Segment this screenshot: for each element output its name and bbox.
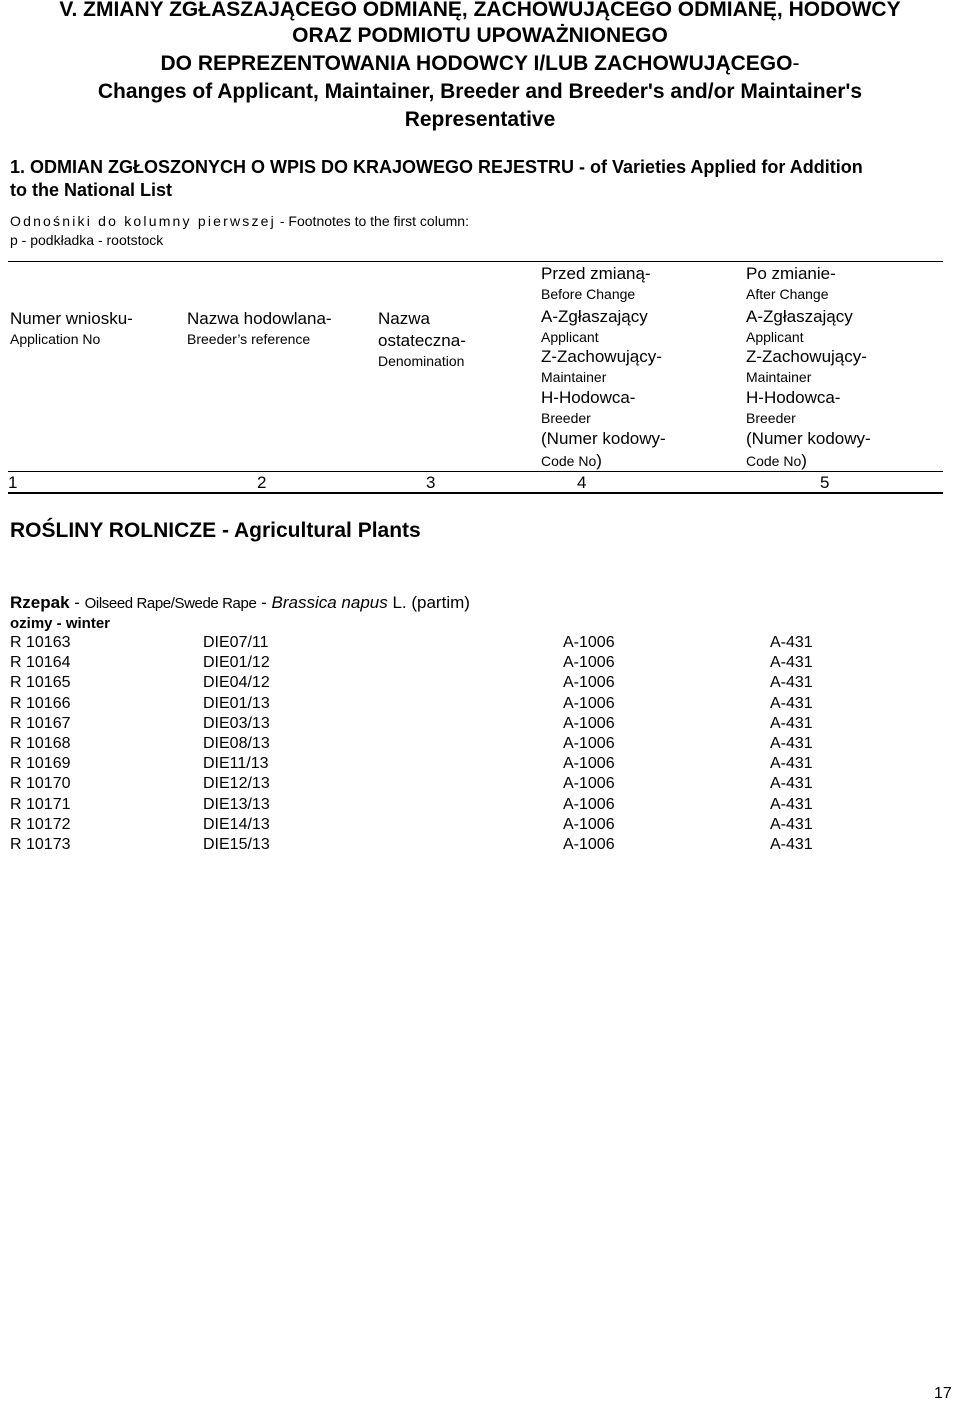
cell-after-code: A-431 [770,674,813,692]
species-name-en: Oilseed Rape/Swede Rape [84,595,257,612]
column-number-top-rule [8,471,943,472]
cell-application-no: R 10171 [10,795,71,813]
column-number-bottom-rule [8,492,943,494]
before-breeder: H-Hodowca- [541,388,636,407]
cell-before-code: A-1006 [563,634,615,651]
after-breeder: H-Hodowca- [746,388,841,407]
after-title: Po zmianie- [746,264,836,283]
cell-breeder-reference: DIE15/13 [203,836,270,853]
cell-before-code: A-1006 [563,654,615,672]
cell-before-code: A-1006 [563,755,615,773]
cell-before-code: A-1006 [563,674,615,692]
after-applicant-en: Applicant [746,329,804,345]
cell-before-code: A-1006 [563,775,615,793]
footnotes-label: Odnośniki do kolumny pierwszej [10,213,276,229]
cell-before-code: A-1006 [563,815,615,833]
after-code-en-text: Code No [746,453,802,469]
column-number-3: 3 [426,473,436,492]
cell-breeder-reference: DIE03/13 [203,714,270,732]
column-number-2: 2 [257,473,267,492]
after-applicant: A-Zgłaszający [746,307,853,326]
column-number-4: 4 [577,473,587,492]
cell-application-no: R 10168 [10,735,71,752]
cell-after-code: A-431 [770,795,813,813]
after-breeder-en: Breeder [746,410,796,426]
column-number-5: 5 [820,473,830,492]
col1-header-pl: Numer wniosku- [10,309,133,328]
after-code: (Numer kodowy- [746,429,871,448]
cell-breeder-reference: DIE12/13 [203,775,270,793]
cell-after-code: A-431 [770,836,813,853]
doc-title-line-2: ORAZ PODMIOTU UPOWAŻNIONEGO [292,24,668,47]
species-author: L. [387,593,407,612]
after-code-close: ) [801,451,807,470]
before-breeder-en: Breeder [541,410,591,426]
cell-application-no: R 10169 [10,755,71,773]
before-maintainer: Z-Zachowujący- [541,347,662,366]
species-line [10,593,470,613]
doc-title-line-3-text: DO REPREZENTOWANIA HODOWCY I/LUB ZACHOWUJĄCEGO [160,52,793,75]
cell-before-code: A-1006 [563,836,615,853]
section-heading-line-1: 1. ODMIAN ZGŁOSZONYCH O WPIS DO KRAJOWEGO REJESTRU - of Varieties Applied for Addition [10,157,863,177]
cell-application-no: R 10170 [10,775,71,793]
cell-after-code: A-431 [770,755,813,773]
col3-header-pl-2: ostateczna- [378,331,466,350]
cell-after-code: A-431 [770,694,813,712]
after-title-en: After Change [746,286,829,302]
doc-title-line-5: Representative [404,108,556,131]
column-number-1: 1 [8,473,18,492]
cell-breeder-reference: DIE13/13 [203,795,270,813]
species-partim: (partim) [406,593,470,612]
cell-after-code: A-431 [770,735,813,752]
before-code-en [541,451,602,471]
species-dash-2: - [256,593,272,612]
cell-breeder-reference: DIE07/11 [203,634,269,651]
before-applicant: A-Zgłaszający [541,307,648,326]
before-code-en-text: Code No [541,453,597,469]
cell-after-code: A-431 [770,775,813,793]
cell-after-code: A-431 [770,634,813,651]
cell-after-code: A-431 [770,714,813,732]
species-name-pl: Rzepak [10,593,70,612]
doc-title-line-1: V. ZMIANY ZGŁASZAJĄCEGO ODMIANĘ, ZACHOWUJĄCEGO ODMIANĘ, HODOWCY [59,0,901,21]
before-title: Przed zmianą- [541,264,651,283]
doc-title-line-3-dash: - [792,52,800,75]
col3-header-pl-1: Nazwa [378,309,430,328]
cell-application-no: R 10166 [10,694,71,712]
footnotes-label-en: - Footnotes to the first column: [275,213,469,229]
before-applicant-en: Applicant [541,329,599,345]
doc-title-line-3 [0,50,960,77]
cell-breeder-reference: DIE04/12 [203,674,270,692]
cell-breeder-reference: DIE11/13 [203,755,269,773]
cell-application-no: R 10173 [10,836,71,853]
section-heading-line-2: to the National List [10,180,172,200]
cell-before-code: A-1006 [563,795,615,813]
cell-breeder-reference: DIE01/12 [203,654,270,672]
cell-breeder-reference: DIE08/13 [203,735,270,752]
col3-header-en: Denomination [378,353,465,369]
before-code-close: ) [596,451,602,470]
col2-header-pl: Nazwa hodowlana- [187,309,332,328]
before-maintainer-en: Maintainer [541,369,607,385]
header-top-rule [8,261,943,262]
cell-application-no: R 10167 [10,714,71,732]
cell-after-code: A-431 [770,815,813,833]
species-latin: Brassica napus [271,593,388,612]
after-maintainer: Z-Zachowujący- [746,347,867,366]
cell-after-code: A-431 [770,654,813,672]
cell-application-no: R 10172 [10,815,71,833]
category-heading: ROŚLINY ROLNICZE - Agricultural Plants [10,519,421,542]
species-dash-1: - [69,593,85,612]
before-code: (Numer kodowy- [541,429,666,448]
page-number: 17 [934,1385,952,1402]
doc-title-line-4: Changes of Applicant, Maintainer, Breeder and Breeder's and/or Maintainer's [97,80,863,103]
cell-application-no: R 10164 [10,654,71,672]
col1-header-en: Application No [10,331,101,347]
after-code-en [746,451,807,471]
col2-header-en: Breeder’s reference [187,331,311,347]
cell-before-code: A-1006 [563,735,615,752]
cell-before-code: A-1006 [563,714,615,732]
cell-breeder-reference: DIE01/13 [203,694,270,712]
subtype-label: ozimy - winter [10,615,111,632]
cell-application-no: R 10165 [10,674,71,692]
after-maintainer-en: Maintainer [746,369,812,385]
cell-application-no: R 10163 [10,634,71,651]
cell-before-code: A-1006 [563,694,615,712]
cell-breeder-reference: DIE14/13 [203,815,270,833]
before-title-en: Before Change [541,286,636,302]
footnotes-line-2: p - podkładka - rootstock [10,232,164,248]
footnotes-line-1 [10,213,469,229]
